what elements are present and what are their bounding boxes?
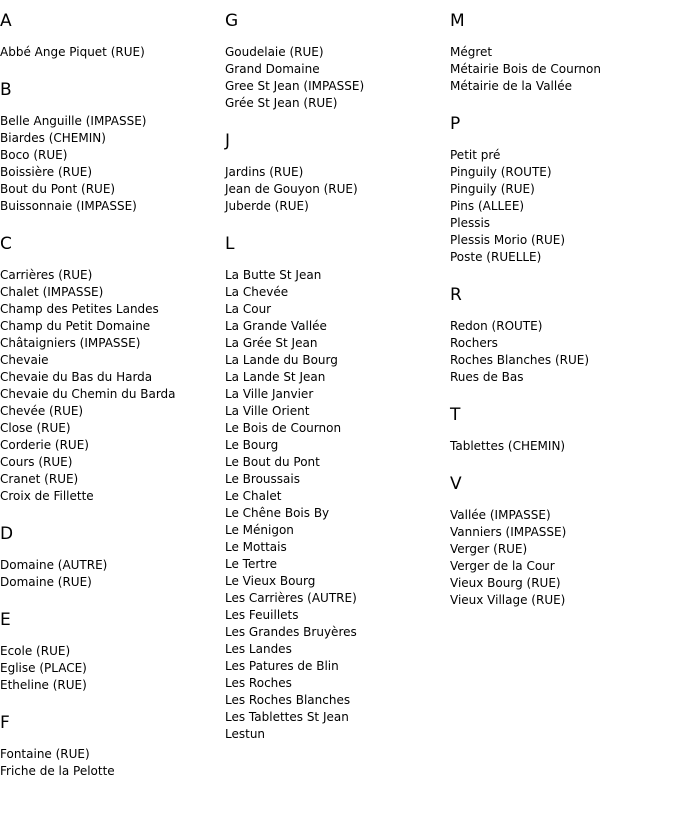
- street-name: Vanniers (IMPASSE): [450, 525, 567, 539]
- letter-heading: J: [225, 131, 231, 151]
- letter-group-g: [225, 10, 450, 112]
- street-list: [450, 438, 675, 455]
- street-name: Boissière (RUE): [0, 165, 93, 179]
- letter-group-a: [0, 10, 225, 61]
- street-name: Abbé Ange Piquet (RUE): [0, 45, 145, 59]
- street-name: Les Landes: [225, 642, 292, 656]
- street-name: Rochers: [450, 336, 498, 350]
- street-name: La Butte St Jean: [225, 268, 322, 282]
- letter-group-f: [0, 712, 225, 780]
- letter-group-l: [225, 233, 450, 743]
- letter-group-t: [450, 404, 675, 455]
- street-name: Le Tertre: [225, 557, 278, 571]
- street-name: Les Roches Blanches: [225, 693, 351, 707]
- street-name: Vallée (IMPASSE): [450, 508, 551, 522]
- street-list: [225, 164, 450, 215]
- street-name: La Lande du Bourg: [225, 353, 338, 367]
- street-name: Juberde (RUE): [225, 199, 309, 213]
- street-name: Cours (RUE): [0, 455, 73, 469]
- street-name: Pinguily (RUE): [450, 182, 535, 196]
- letter-heading: D: [0, 524, 14, 544]
- letter-heading: E: [0, 610, 11, 630]
- street-name: Carrières (RUE): [0, 268, 93, 282]
- street-name: Grand Domaine: [225, 62, 320, 76]
- street-name: Métairie de la Vallée: [450, 79, 572, 93]
- street-name: Goudelaie (RUE): [225, 45, 324, 59]
- street-name: Friche de la Pelotte: [0, 764, 115, 778]
- street-name: Le Bout du Pont: [225, 455, 320, 469]
- street-name: Mégret: [450, 45, 493, 59]
- street-name: Vieux Bourg (RUE): [450, 576, 561, 590]
- letter-heading: L: [225, 234, 235, 254]
- street-name: Les Tablettes St Jean: [225, 710, 349, 724]
- street-name: Verger de la Cour: [450, 559, 555, 573]
- street-name: Les Carrières (AUTRE): [225, 591, 357, 605]
- street-name: Boco (RUE): [0, 148, 68, 162]
- letter-heading: R: [450, 285, 462, 305]
- street-name: Jean de Gouyon (RUE): [225, 182, 358, 196]
- letter-group-e: [0, 609, 225, 694]
- street-name: La Lande St Jean: [225, 370, 326, 384]
- street-name: Biardes (CHEMIN): [0, 131, 106, 145]
- street-list: [450, 44, 675, 95]
- letter-heading: M: [450, 11, 465, 31]
- letter-heading: C: [0, 234, 12, 254]
- street-name: Le Ménigon: [225, 523, 294, 537]
- street-name: Close (RUE): [0, 421, 71, 435]
- street-list: [450, 318, 675, 386]
- street-list: [225, 44, 450, 112]
- street-name: Redon (ROUTE): [450, 319, 543, 333]
- letter-group-c: [0, 233, 225, 505]
- letter-heading: P: [450, 114, 461, 134]
- street-name: Les Patures de Blin: [225, 659, 339, 673]
- street-name: Jardins (RUE): [225, 165, 304, 179]
- letter-heading: F: [0, 713, 10, 733]
- street-name: Domaine (AUTRE): [0, 558, 108, 572]
- street-name: Chevaie du Chemin du Barda: [0, 387, 176, 401]
- street-name: Vieux Village (RUE): [450, 593, 566, 607]
- street-name: Petit pré: [450, 148, 501, 162]
- letter-group-r: [450, 284, 675, 386]
- street-name: Roches Blanches (RUE): [450, 353, 590, 367]
- letter-heading: V: [450, 474, 462, 494]
- letter-group-v: [450, 473, 675, 609]
- street-name: Pins (ALLEE): [450, 199, 525, 213]
- street-name: Etheline (RUE): [0, 678, 87, 692]
- letter-heading: G: [225, 11, 239, 31]
- street-name: Buissonnaie (IMPASSE): [0, 199, 137, 213]
- street-name: Ecole (RUE): [0, 644, 71, 658]
- street-name: Chalet (IMPASSE): [0, 285, 104, 299]
- letter-group-p: [450, 113, 675, 266]
- street-list: [0, 643, 225, 694]
- index-column-1: [0, 10, 225, 798]
- street-name: Les Feuillets: [225, 608, 299, 622]
- street-name: La Grande Vallée: [225, 319, 327, 333]
- letter-group-j: [225, 130, 450, 215]
- street-name: Le Vieux Bourg: [225, 574, 316, 588]
- street-name: Les Roches: [225, 676, 292, 690]
- street-name: Verger (RUE): [450, 542, 528, 556]
- street-name: Chevée (RUE): [0, 404, 84, 418]
- street-name: La Grée St Jean: [225, 336, 318, 350]
- street-name: Le Chalet: [225, 489, 282, 503]
- index-column-2: [225, 10, 450, 761]
- street-name: La Ville Janvier: [225, 387, 314, 401]
- street-name: Chevaie: [0, 353, 49, 367]
- street-name: Le Broussais: [225, 472, 300, 486]
- street-name: Champ du Petit Domaine: [0, 319, 151, 333]
- street-list: [0, 113, 225, 215]
- street-list: [0, 557, 225, 591]
- street-name: La Cour: [225, 302, 272, 316]
- street-name: Plessis Morio (RUE): [450, 233, 566, 247]
- street-name: Belle Anguille (IMPASSE): [0, 114, 147, 128]
- street-name: Croix de Fillette: [0, 489, 94, 503]
- letter-heading: T: [450, 405, 461, 425]
- street-name: Pinguily (ROUTE): [450, 165, 552, 179]
- street-name: Cranet (RUE): [0, 472, 79, 486]
- street-name: Le Chêne Bois By: [225, 506, 330, 520]
- street-name: Châtaigniers (IMPASSE): [0, 336, 141, 350]
- street-list: [225, 267, 450, 743]
- street-name: Grée St Jean (RUE): [225, 96, 338, 110]
- street-name: Le Bourg: [225, 438, 279, 452]
- street-name: Corderie (RUE): [0, 438, 89, 452]
- street-name: Métairie Bois de Cournon: [450, 62, 601, 76]
- street-name: La Chevée: [225, 285, 289, 299]
- street-name: Plessis: [450, 216, 491, 230]
- letter-heading: B: [0, 80, 12, 100]
- street-name: Domaine (RUE): [0, 575, 92, 589]
- street-list: [0, 267, 225, 505]
- letter-heading: A: [0, 11, 12, 31]
- street-name: Fontaine (RUE): [0, 747, 90, 761]
- street-name: Rues de Bas: [450, 370, 524, 384]
- street-name: Chevaie du Bas du Harda: [0, 370, 153, 384]
- street-name: Lestun: [225, 727, 266, 741]
- letter-group-b: [0, 79, 225, 215]
- street-name: Gree St Jean (IMPASSE): [225, 79, 365, 93]
- street-name: Tablettes (CHEMIN): [450, 439, 566, 453]
- street-name: Eglise (PLACE): [0, 661, 87, 675]
- letter-group-d: [0, 523, 225, 591]
- street-list: [0, 44, 225, 61]
- street-name: Le Mottais: [225, 540, 287, 554]
- index-column-3: [450, 10, 675, 627]
- street-name: La Ville Orient: [225, 404, 310, 418]
- street-name: Les Grandes Bruyères: [225, 625, 357, 639]
- street-name: Bout du Pont (RUE): [0, 182, 116, 196]
- street-name: Champ des Petites Landes: [0, 302, 159, 316]
- street-list: [0, 746, 225, 780]
- letter-group-m: [450, 10, 675, 95]
- street-name: Poste (RUELLE): [450, 250, 542, 264]
- street-list: [450, 147, 675, 266]
- street-list: [450, 507, 675, 609]
- street-name: Le Bois de Cournon: [225, 421, 342, 435]
